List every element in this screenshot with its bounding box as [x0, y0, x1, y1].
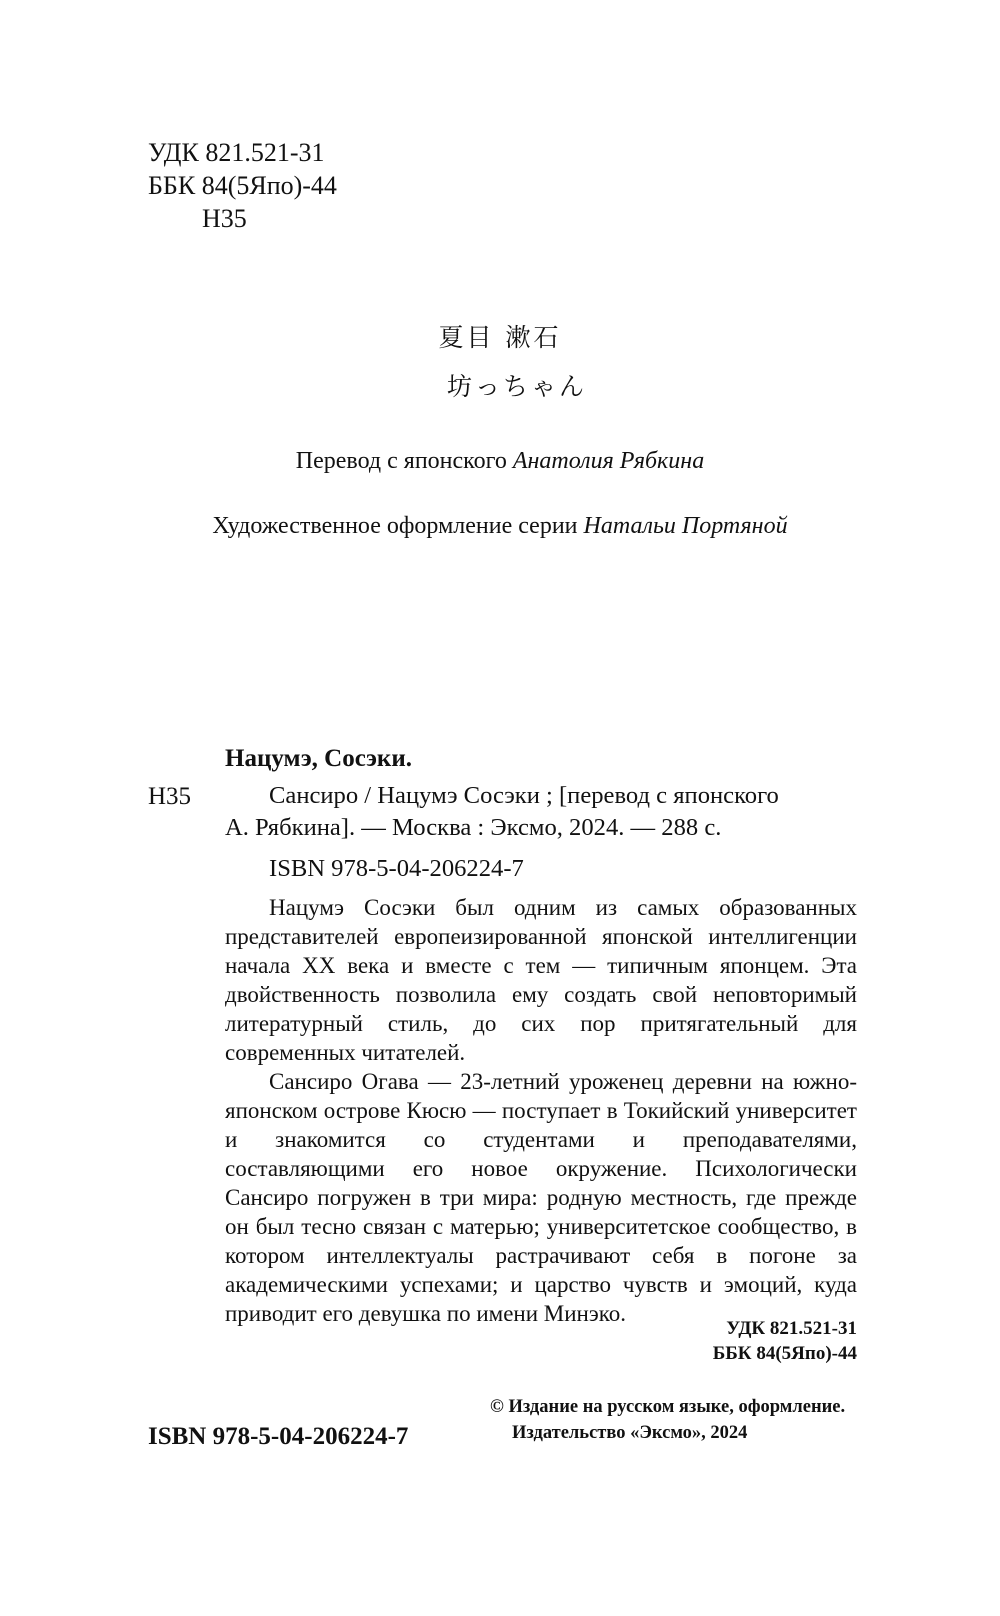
bibliographic-author-heading: Нацумэ, Сосэки.: [225, 745, 412, 772]
udk-code-bottom: УДК 821.521-31: [726, 1318, 857, 1339]
translation-label: Перевод с японского: [295, 448, 507, 474]
bibliographic-cutter: Н35: [148, 783, 192, 810]
bbk-code-bottom: ББК 84(5Япо)-44: [712, 1343, 857, 1364]
bbk-code: ББК 84(5Япо)-44: [148, 171, 337, 200]
bibliographic-line-2: А. Рябкина]. — Москва : Эксмо, 2024. — 288 с.: [225, 814, 722, 841]
copyright-line-2: Издательство «Эксмо», 2024: [512, 1423, 748, 1443]
annotation: [225, 893, 857, 1328]
copyright-notice: [490, 1394, 845, 1446]
annotation-paragraph-2: Сансиро Огава — 23-летний уроженец деревни на южно-японском острове Кюсю — поступает в Токийский университет и знакомится со студентами и преподавателями, составляющими его новое окружение. Психологически Сансиро погружен в три мира: родную местность, где прежде он был тесно связан с матерью; университетское сообщество, в котором интеллектуалы растрачивают себя в погоне за академическими успехами; и царство чувств и эмоций, куда приводит его девушка по имени Минэко.: [225, 1069, 857, 1326]
bibliographic-description: [225, 780, 857, 844]
cutter-code: Н35: [202, 204, 247, 233]
annotation-paragraph-1: Нацумэ Сосэки был одним из самых образованных представителей европеизированной японской интеллигенции начала XX века и вместе с тем — типичным японцем. Эта двойственность позволила ему создать свой неповторимый литературный стиль, до сих пор притягательный для современных читателей.: [225, 895, 857, 1065]
design-credit: [0, 513, 1000, 540]
japanese-title: 坊っちゃん: [446, 372, 587, 401]
footer-isbn: ISBN 978-5-04-206224-7: [148, 1423, 409, 1450]
bibliographic-line-1: Сансиро / Нацумэ Сосэки ; [перевод с японского: [269, 782, 779, 809]
bibliographic-isbn: ISBN 978-5-04-206224-7: [269, 855, 524, 882]
udk-code: УДК 821.521-31: [148, 138, 325, 167]
translator-name: Анатолия Рябкина: [512, 448, 705, 474]
classification-top: [148, 136, 337, 235]
copyright-line-1: © Издание на русском языке, оформление.: [490, 1397, 846, 1417]
design-label: Художественное оформление серии: [212, 513, 578, 539]
designer-name: Натальи Портяной: [583, 513, 788, 539]
japanese-author: 夏目 漱石: [438, 323, 562, 352]
classification-bottom: [600, 1316, 857, 1366]
translation-credit: [0, 448, 1000, 475]
